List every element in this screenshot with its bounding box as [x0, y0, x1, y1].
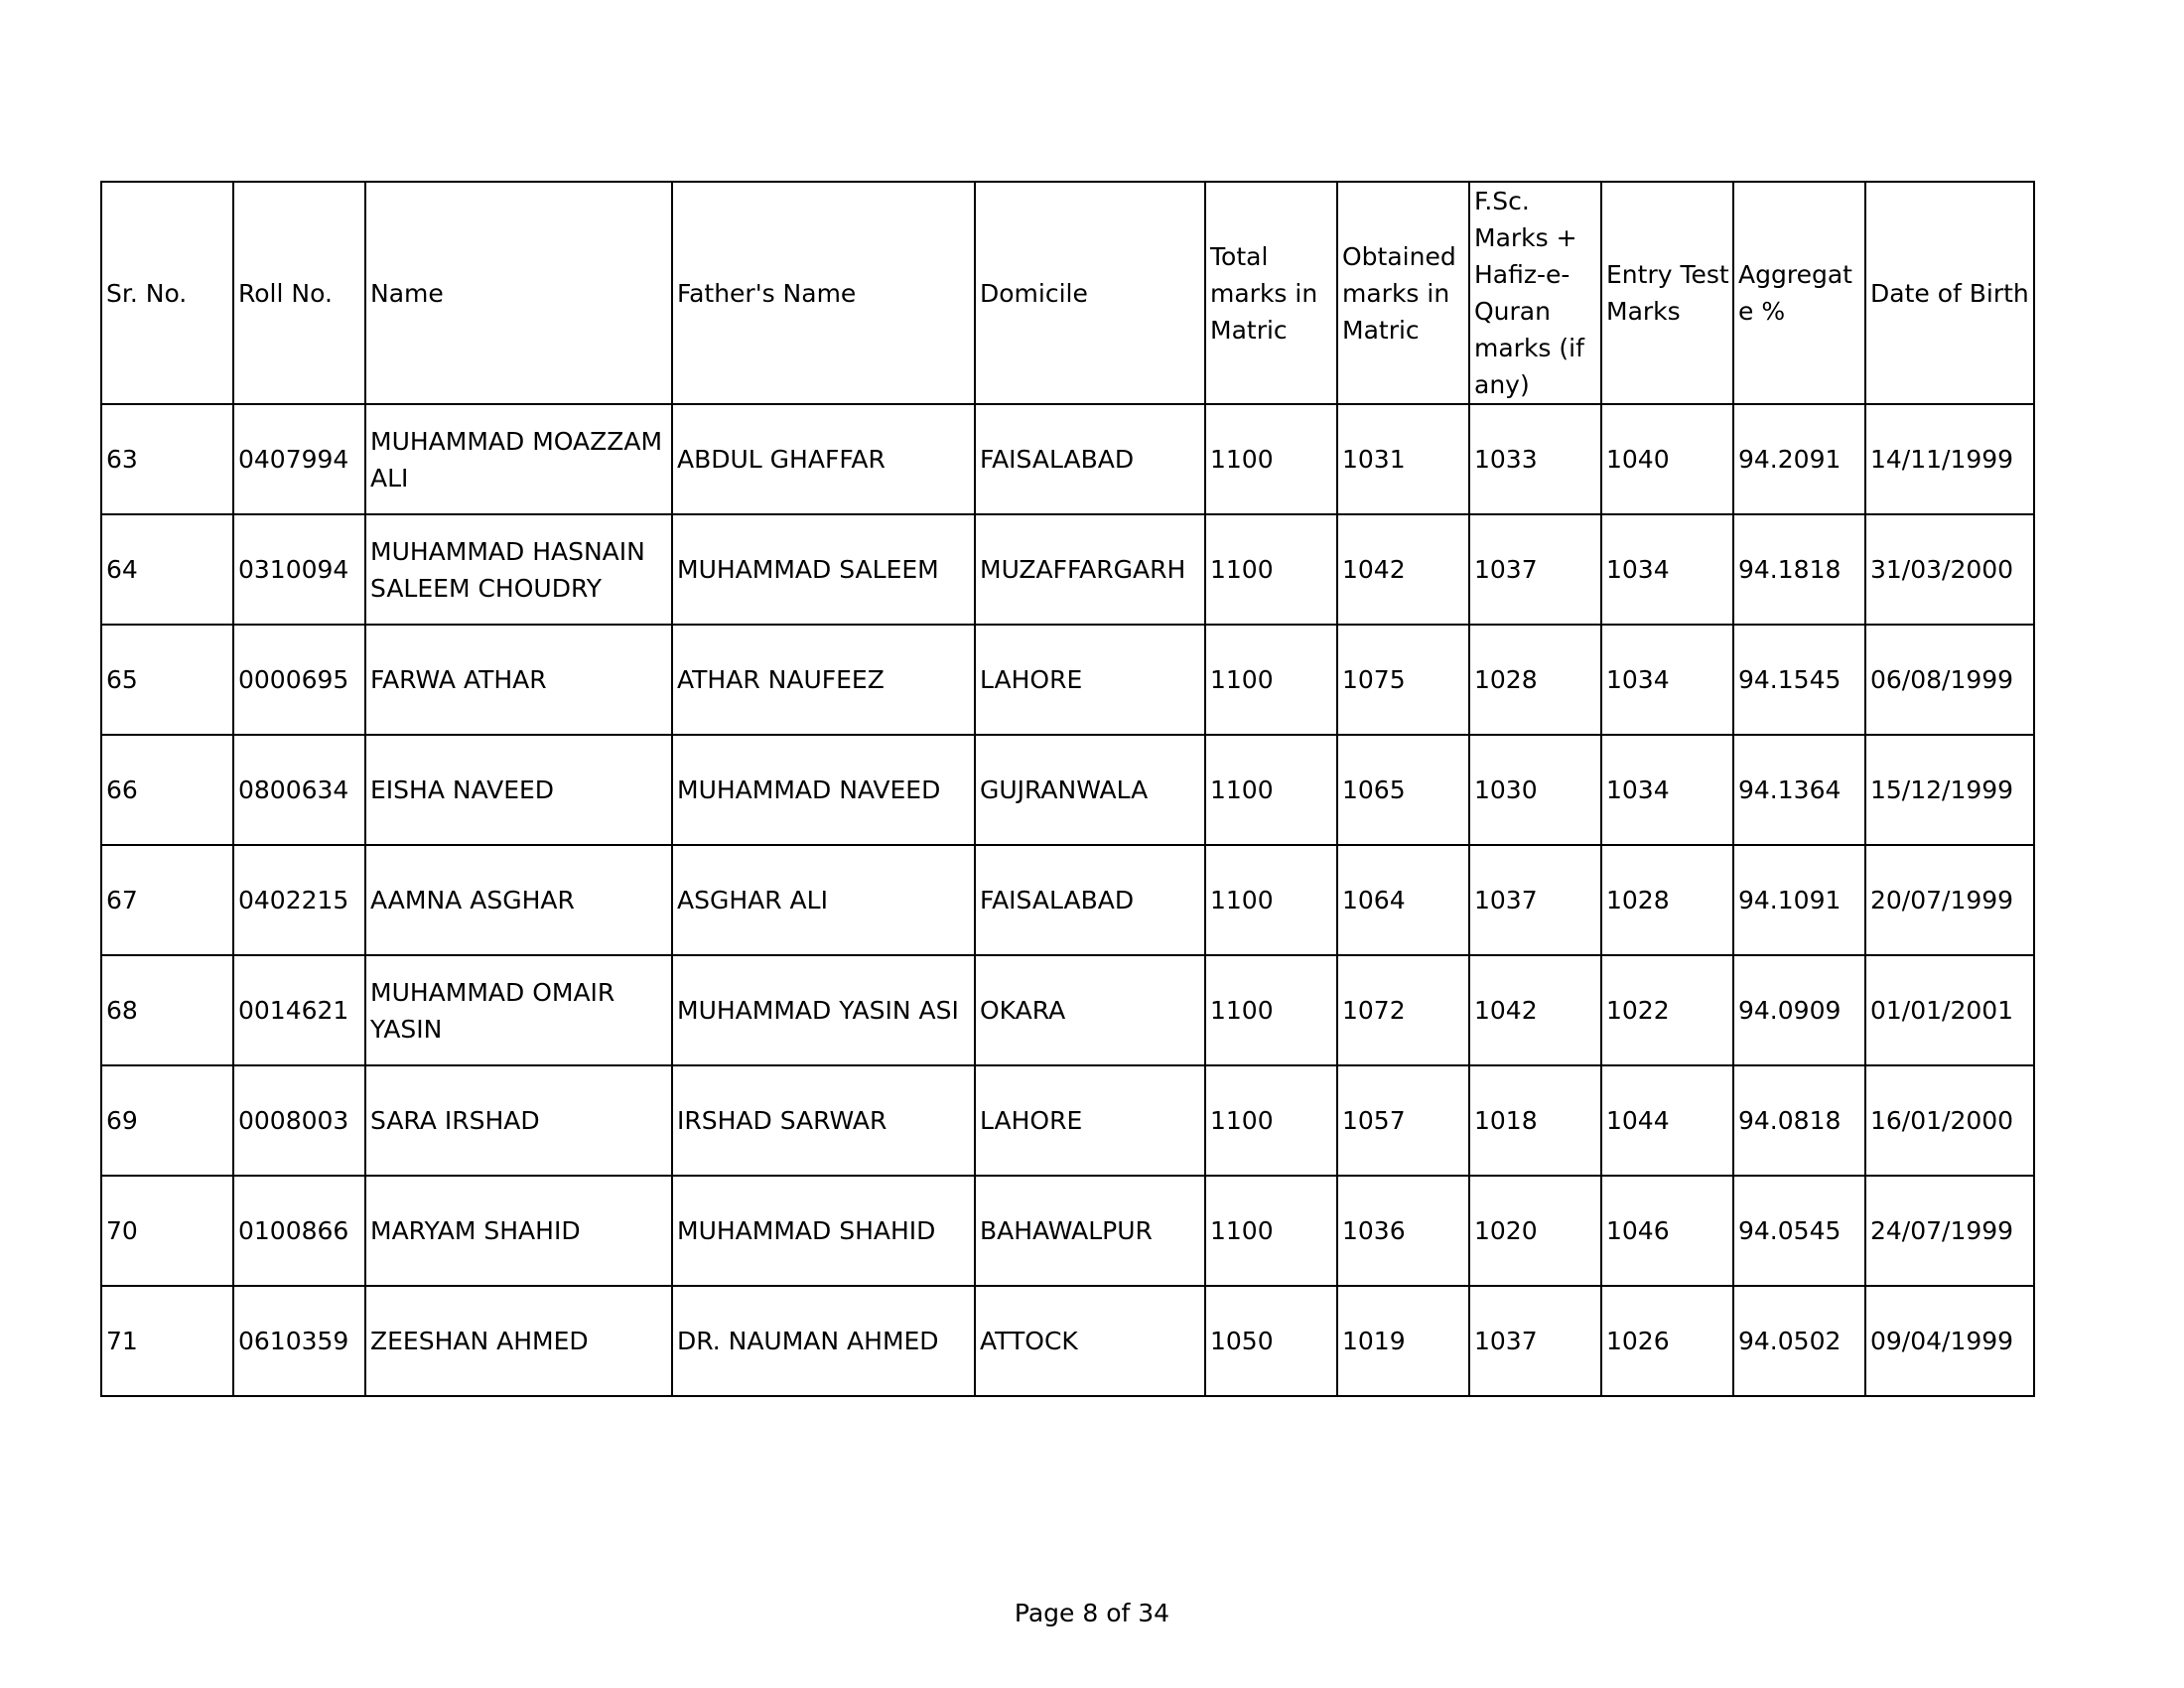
fsc-marks-cell: 1042 — [1469, 955, 1601, 1065]
header-aggregate: Aggregate % — [1733, 182, 1865, 404]
roll-no-cell: 0014621 — [233, 955, 365, 1065]
table-row — [101, 1286, 2034, 1396]
table-row — [101, 514, 2034, 625]
header-date-of-birth: Date of Birth — [1865, 182, 2034, 404]
sr-no-cell: 64 — [101, 514, 233, 625]
date-of-birth-cell: 16/01/2000 — [1865, 1065, 2034, 1176]
aggregate-cell: 94.0818 — [1733, 1065, 1865, 1176]
roll-no-cell: 0610359 — [233, 1286, 365, 1396]
total-marks-cell: 1100 — [1205, 514, 1337, 625]
sr-no-cell: 69 — [101, 1065, 233, 1176]
table-row — [101, 1176, 2034, 1286]
domicile-cell: ATTOCK — [975, 1286, 1205, 1396]
total-marks-cell: 1050 — [1205, 1286, 1337, 1396]
name-cell: EISHA NAVEED — [365, 735, 672, 845]
domicile-cell: MUZAFFARGARH — [975, 514, 1205, 625]
roll-no-cell: 0008003 — [233, 1065, 365, 1176]
sr-no-cell: 68 — [101, 955, 233, 1065]
table-row — [101, 955, 2034, 1065]
table-row — [101, 735, 2034, 845]
roll-no-cell: 0407994 — [233, 404, 365, 514]
fathers-name-cell: ABDUL GHAFFAR — [672, 404, 975, 514]
aggregate-cell: 94.1091 — [1733, 845, 1865, 955]
fathers-name-cell: IRSHAD SARWAR — [672, 1065, 975, 1176]
total-marks-cell: 1100 — [1205, 1176, 1337, 1286]
fsc-marks-cell: 1030 — [1469, 735, 1601, 845]
header-domicile: Domicile — [975, 182, 1205, 404]
total-marks-cell: 1100 — [1205, 735, 1337, 845]
roll-no-cell: 0000695 — [233, 625, 365, 735]
domicile-cell: FAISALABAD — [975, 404, 1205, 514]
entry-test-cell: 1046 — [1601, 1176, 1733, 1286]
aggregate-cell: 94.2091 — [1733, 404, 1865, 514]
obtained-marks-cell: 1042 — [1337, 514, 1469, 625]
header-sr-no: Sr. No. — [101, 182, 233, 404]
sr-no-cell: 71 — [101, 1286, 233, 1396]
aggregate-cell: 94.1364 — [1733, 735, 1865, 845]
roll-no-cell: 0100866 — [233, 1176, 365, 1286]
table-body — [101, 404, 2034, 1396]
name-cell: MUHAMMAD MOAZZAM ALI — [365, 404, 672, 514]
name-cell: AAMNA ASGHAR — [365, 845, 672, 955]
fsc-marks-cell: 1037 — [1469, 1286, 1601, 1396]
obtained-marks-cell: 1075 — [1337, 625, 1469, 735]
table-row — [101, 625, 2034, 735]
fathers-name-cell: ATHAR NAUFEEZ — [672, 625, 975, 735]
sr-no-cell: 66 — [101, 735, 233, 845]
fathers-name-cell: MUHAMMAD SHAHID — [672, 1176, 975, 1286]
total-marks-cell: 1100 — [1205, 1065, 1337, 1176]
domicile-cell: BAHAWALPUR — [975, 1176, 1205, 1286]
obtained-marks-cell: 1072 — [1337, 955, 1469, 1065]
fsc-marks-cell: 1037 — [1469, 514, 1601, 625]
total-marks-cell: 1100 — [1205, 404, 1337, 514]
header-roll-no: Roll No. — [233, 182, 365, 404]
aggregate-cell: 94.1818 — [1733, 514, 1865, 625]
obtained-marks-cell: 1065 — [1337, 735, 1469, 845]
total-marks-cell: 1100 — [1205, 845, 1337, 955]
header-obtained-marks-matric: Obtained marks in Matric — [1337, 182, 1469, 404]
date-of-birth-cell: 15/12/1999 — [1865, 735, 2034, 845]
table-row — [101, 1065, 2034, 1176]
page-number: Page 8 of 34 — [1014, 1599, 1170, 1627]
roll-no-cell: 0402215 — [233, 845, 365, 955]
date-of-birth-cell: 01/01/2001 — [1865, 955, 2034, 1065]
entry-test-cell: 1028 — [1601, 845, 1733, 955]
fsc-marks-cell: 1037 — [1469, 845, 1601, 955]
date-of-birth-cell: 14/11/1999 — [1865, 404, 2034, 514]
domicile-cell: LAHORE — [975, 625, 1205, 735]
name-cell: SARA IRSHAD — [365, 1065, 672, 1176]
domicile-cell: OKARA — [975, 955, 1205, 1065]
table-row — [101, 404, 2034, 514]
entry-test-cell: 1044 — [1601, 1065, 1733, 1176]
header-name: Name — [365, 182, 672, 404]
obtained-marks-cell: 1019 — [1337, 1286, 1469, 1396]
aggregate-cell: 94.0909 — [1733, 955, 1865, 1065]
fsc-marks-cell: 1028 — [1469, 625, 1601, 735]
date-of-birth-cell: 09/04/1999 — [1865, 1286, 2034, 1396]
date-of-birth-cell: 06/08/1999 — [1865, 625, 2034, 735]
sr-no-cell: 70 — [101, 1176, 233, 1286]
header-fsc-marks: F.Sc. Marks + Hafiz-e-Quran marks (if any) — [1469, 182, 1601, 404]
total-marks-cell: 1100 — [1205, 625, 1337, 735]
name-cell: MARYAM SHAHID — [365, 1176, 672, 1286]
name-cell: ZEESHAN AHMED — [365, 1286, 672, 1396]
total-marks-cell: 1100 — [1205, 955, 1337, 1065]
obtained-marks-cell: 1057 — [1337, 1065, 1469, 1176]
header-entry-test-marks: Entry Test Marks — [1601, 182, 1733, 404]
name-cell: MUHAMMAD HASNAIN SALEEM CHOUDRY — [365, 514, 672, 625]
domicile-cell: FAISALABAD — [975, 845, 1205, 955]
date-of-birth-cell: 20/07/1999 — [1865, 845, 2034, 955]
sr-no-cell: 63 — [101, 404, 233, 514]
roll-no-cell: 0800634 — [233, 735, 365, 845]
header-total-marks-matric: Total marks in Matric — [1205, 182, 1337, 404]
aggregate-cell: 94.1545 — [1733, 625, 1865, 735]
sr-no-cell: 67 — [101, 845, 233, 955]
sr-no-cell: 65 — [101, 625, 233, 735]
obtained-marks-cell: 1031 — [1337, 404, 1469, 514]
entry-test-cell: 1026 — [1601, 1286, 1733, 1396]
fathers-name-cell: MUHAMMAD SALEEM — [672, 514, 975, 625]
domicile-cell: GUJRANWALA — [975, 735, 1205, 845]
entry-test-cell: 1034 — [1601, 514, 1733, 625]
aggregate-cell: 94.0502 — [1733, 1286, 1865, 1396]
table-header-row — [101, 182, 2034, 404]
domicile-cell: LAHORE — [975, 1065, 1205, 1176]
obtained-marks-cell: 1036 — [1337, 1176, 1469, 1286]
aggregate-cell: 94.0545 — [1733, 1176, 1865, 1286]
fathers-name-cell: MUHAMMAD YASIN ASI — [672, 955, 975, 1065]
fathers-name-cell: DR. NAUMAN AHMED — [672, 1286, 975, 1396]
fsc-marks-cell: 1020 — [1469, 1176, 1601, 1286]
date-of-birth-cell: 31/03/2000 — [1865, 514, 2034, 625]
fsc-marks-cell: 1033 — [1469, 404, 1601, 514]
entry-test-cell: 1022 — [1601, 955, 1733, 1065]
table-row — [101, 845, 2034, 955]
fathers-name-cell: ASGHAR ALI — [672, 845, 975, 955]
header-fathers-name: Father's Name — [672, 182, 975, 404]
entry-test-cell: 1040 — [1601, 404, 1733, 514]
obtained-marks-cell: 1064 — [1337, 845, 1469, 955]
merit-list-table — [100, 181, 2035, 1397]
name-cell: MUHAMMAD OMAIR YASIN — [365, 955, 672, 1065]
roll-no-cell: 0310094 — [233, 514, 365, 625]
entry-test-cell: 1034 — [1601, 735, 1733, 845]
fathers-name-cell: MUHAMMAD NAVEED — [672, 735, 975, 845]
name-cell: FARWA ATHAR — [365, 625, 672, 735]
entry-test-cell: 1034 — [1601, 625, 1733, 735]
date-of-birth-cell: 24/07/1999 — [1865, 1176, 2034, 1286]
fsc-marks-cell: 1018 — [1469, 1065, 1601, 1176]
